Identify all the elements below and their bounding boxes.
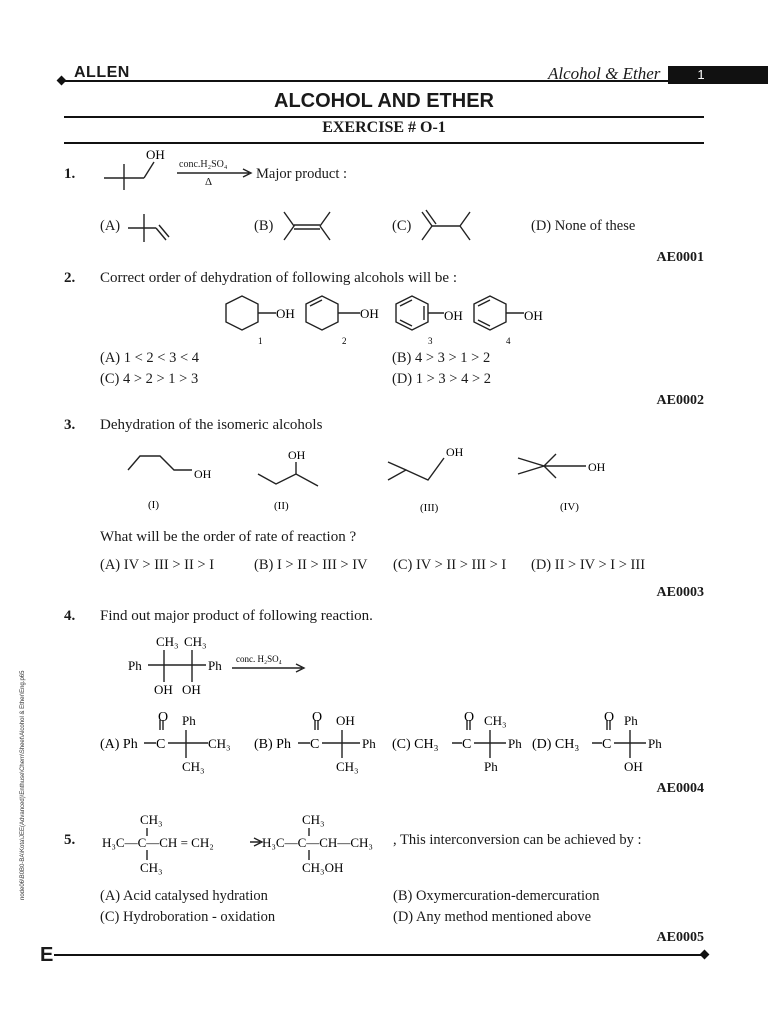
q5-option-c[interactable]: (C) Hydroboration - oxidation: [100, 909, 276, 925]
q3-structures: [118, 440, 628, 520]
q1-oh-label: OH: [146, 147, 165, 162]
svg-text:H₃C—C—CH = CH₂: H₃C—C—CH = CH₂: [102, 835, 214, 850]
file-path-vertical: node06\B0B0-BA\Kota\JEE(Advanced)\Enthuse\Chem\Sheet\Alcohol & Ether\Eng.p65: [20, 670, 26, 900]
svg-text:Ph: Ph: [648, 736, 662, 751]
q4-option-c: (C) CH₃: [392, 737, 439, 752]
q2-code: AE0002: [656, 393, 704, 408]
q1-option-a[interactable]: (A): [100, 218, 121, 234]
svg-text:OH: OH: [524, 308, 543, 323]
svg-text:CH₃: CH₃: [484, 713, 507, 728]
q4-text: Find out major product of following reaction.: [100, 608, 373, 624]
svg-text:Ph: Ph: [208, 658, 222, 673]
svg-text:Ph: Ph: [182, 713, 196, 728]
q2-option-b[interactable]: (B) 4 > 3 > 1 > 2: [392, 350, 491, 366]
q3-option-a[interactable]: (A) IV > III > II > I: [100, 557, 215, 573]
exercise-title: EXERCISE # O-1: [322, 119, 446, 136]
svg-text:O: O: [464, 710, 475, 725]
svg-text:CH₃OH: CH₃OH: [302, 860, 344, 875]
svg-text:CH₃: CH₃: [140, 860, 163, 875]
q2-number: 2.: [64, 270, 76, 286]
q3-text: Dehydration of the isomeric alcohols: [100, 417, 323, 433]
q1-option-c-structure: [414, 206, 484, 246]
q4-option-d: (D) CH₃: [532, 737, 580, 752]
q1-option-b-structure: [278, 206, 338, 246]
footer-diamond-right: [700, 950, 710, 960]
q5-number: 5.: [64, 832, 76, 848]
svg-text:Ph: Ph: [508, 736, 522, 751]
svg-text:(III): (III): [420, 502, 439, 514]
q1-code: AE0001: [656, 250, 704, 265]
svg-text:Ph: Ph: [362, 736, 376, 751]
q1-reactant-structure: [96, 146, 176, 194]
svg-text:CH₃: CH₃: [336, 759, 359, 774]
title-rule-top: [64, 116, 704, 118]
title-rule-bottom: [64, 142, 704, 144]
svg-text:C: C: [310, 737, 320, 752]
q5-option-d[interactable]: (D) Any method mentioned above: [393, 909, 592, 925]
svg-text:(I): (I): [148, 499, 159, 511]
svg-text:conc. H₂SO₄: conc. H₂SO₄: [236, 654, 282, 664]
svg-text:1: 1: [258, 336, 263, 346]
svg-text:CH₃: CH₃: [182, 759, 205, 774]
svg-text:OH: OH: [336, 713, 355, 728]
q2-option-a[interactable]: (A) 1 < 2 < 3 < 4: [100, 350, 200, 366]
page-number: 1: [697, 67, 705, 82]
q3-option-d[interactable]: (D) II > IV > I > III: [531, 557, 646, 573]
svg-text:CH₃: CH₃: [208, 736, 231, 751]
svg-text:OH: OH: [276, 306, 295, 321]
svg-text:OH: OH: [194, 467, 212, 481]
svg-text:Ph: Ph: [484, 759, 498, 774]
q1-option-d[interactable]: (D) None of these: [531, 218, 636, 234]
q4-number: 4.: [64, 608, 76, 624]
q4-code: AE0004: [656, 781, 704, 796]
q2-option-c[interactable]: (C) 4 > 2 > 1 > 3: [100, 371, 199, 387]
svg-text:Ph: Ph: [624, 713, 638, 728]
q3-question: What will be the order of rate of reaction ?: [100, 529, 357, 545]
q1-tail: Major product :: [256, 166, 348, 182]
q2-text: Correct order of dehydration of following alcohols will be :: [100, 270, 457, 286]
svg-text:CH₃: CH₃: [140, 812, 163, 827]
svg-text:C: C: [156, 737, 166, 752]
q4-options-structures: [96, 708, 676, 778]
svg-text:2: 2: [342, 336, 347, 346]
svg-text:CH₃: CH₃: [184, 634, 207, 649]
svg-text:CH₃: CH₃: [302, 812, 325, 827]
chapter-name: Alcohol & Ether: [548, 64, 661, 83]
svg-text:OH: OH: [446, 445, 464, 459]
svg-text:C: C: [462, 737, 472, 752]
q1-number: 1.: [64, 166, 76, 182]
q3-option-c[interactable]: (C) IV > II > III > I: [393, 557, 507, 573]
q2-structures: [218, 292, 558, 348]
page-title: ALCOHOL AND ETHER: [274, 90, 494, 112]
svg-text:OH: OH: [444, 308, 463, 323]
svg-text:OH: OH: [154, 682, 173, 697]
svg-text:Ph: Ph: [128, 658, 142, 673]
q1-option-a-structure: [124, 204, 180, 244]
svg-text:O: O: [604, 710, 615, 725]
footer-rule: [54, 954, 704, 956]
q1-option-c[interactable]: (C): [392, 218, 412, 234]
q5-option-b[interactable]: (B) Oxymercuration-demercuration: [393, 888, 600, 904]
q1-arrow: [175, 168, 255, 178]
q5-option-a[interactable]: (A) Acid catalysed hydration: [100, 888, 268, 904]
q5-tail: , This interconversion can be achieved by :: [393, 832, 642, 848]
svg-text:OH: OH: [288, 448, 306, 462]
page-number-box: [668, 66, 768, 84]
svg-text:OH: OH: [360, 306, 379, 321]
svg-text:OH: OH: [588, 460, 606, 474]
svg-text:OH: OH: [182, 682, 201, 697]
svg-text:OH: OH: [624, 759, 643, 774]
q5-code: AE0005: [656, 930, 704, 945]
q2-option-d[interactable]: (D) 1 > 3 > 4 > 2: [392, 371, 492, 387]
q3-option-b[interactable]: (B) I > II > III > IV: [254, 557, 368, 573]
q1-option-b[interactable]: (B): [254, 218, 274, 234]
q3-number: 3.: [64, 417, 76, 433]
svg-text:4: 4: [506, 336, 511, 346]
footer-letter: E: [40, 944, 54, 966]
q5-reaction: [100, 808, 400, 880]
svg-text:C: C: [602, 737, 612, 752]
svg-text:(IV): (IV): [560, 501, 579, 513]
q4-option-a: (A) Ph: [100, 737, 138, 752]
q4-reactant-structure: [126, 630, 316, 702]
q1-delta: Δ: [205, 176, 213, 188]
q4-option-b: (B) Ph: [254, 737, 291, 752]
svg-text:(II): (II): [274, 500, 289, 512]
q3-code: AE0003: [656, 585, 704, 600]
svg-text:CH₃: CH₃: [156, 634, 179, 649]
q1-reagent: conc.H₂SO₄: [179, 159, 228, 170]
allen-logo: ALLEN: [74, 64, 130, 81]
svg-text:H₃C—C—CH—CH₃: H₃C—C—CH—CH₃: [262, 835, 373, 850]
svg-text:O: O: [158, 710, 169, 725]
svg-text:3: 3: [428, 336, 433, 346]
svg-text:O: O: [312, 710, 323, 725]
